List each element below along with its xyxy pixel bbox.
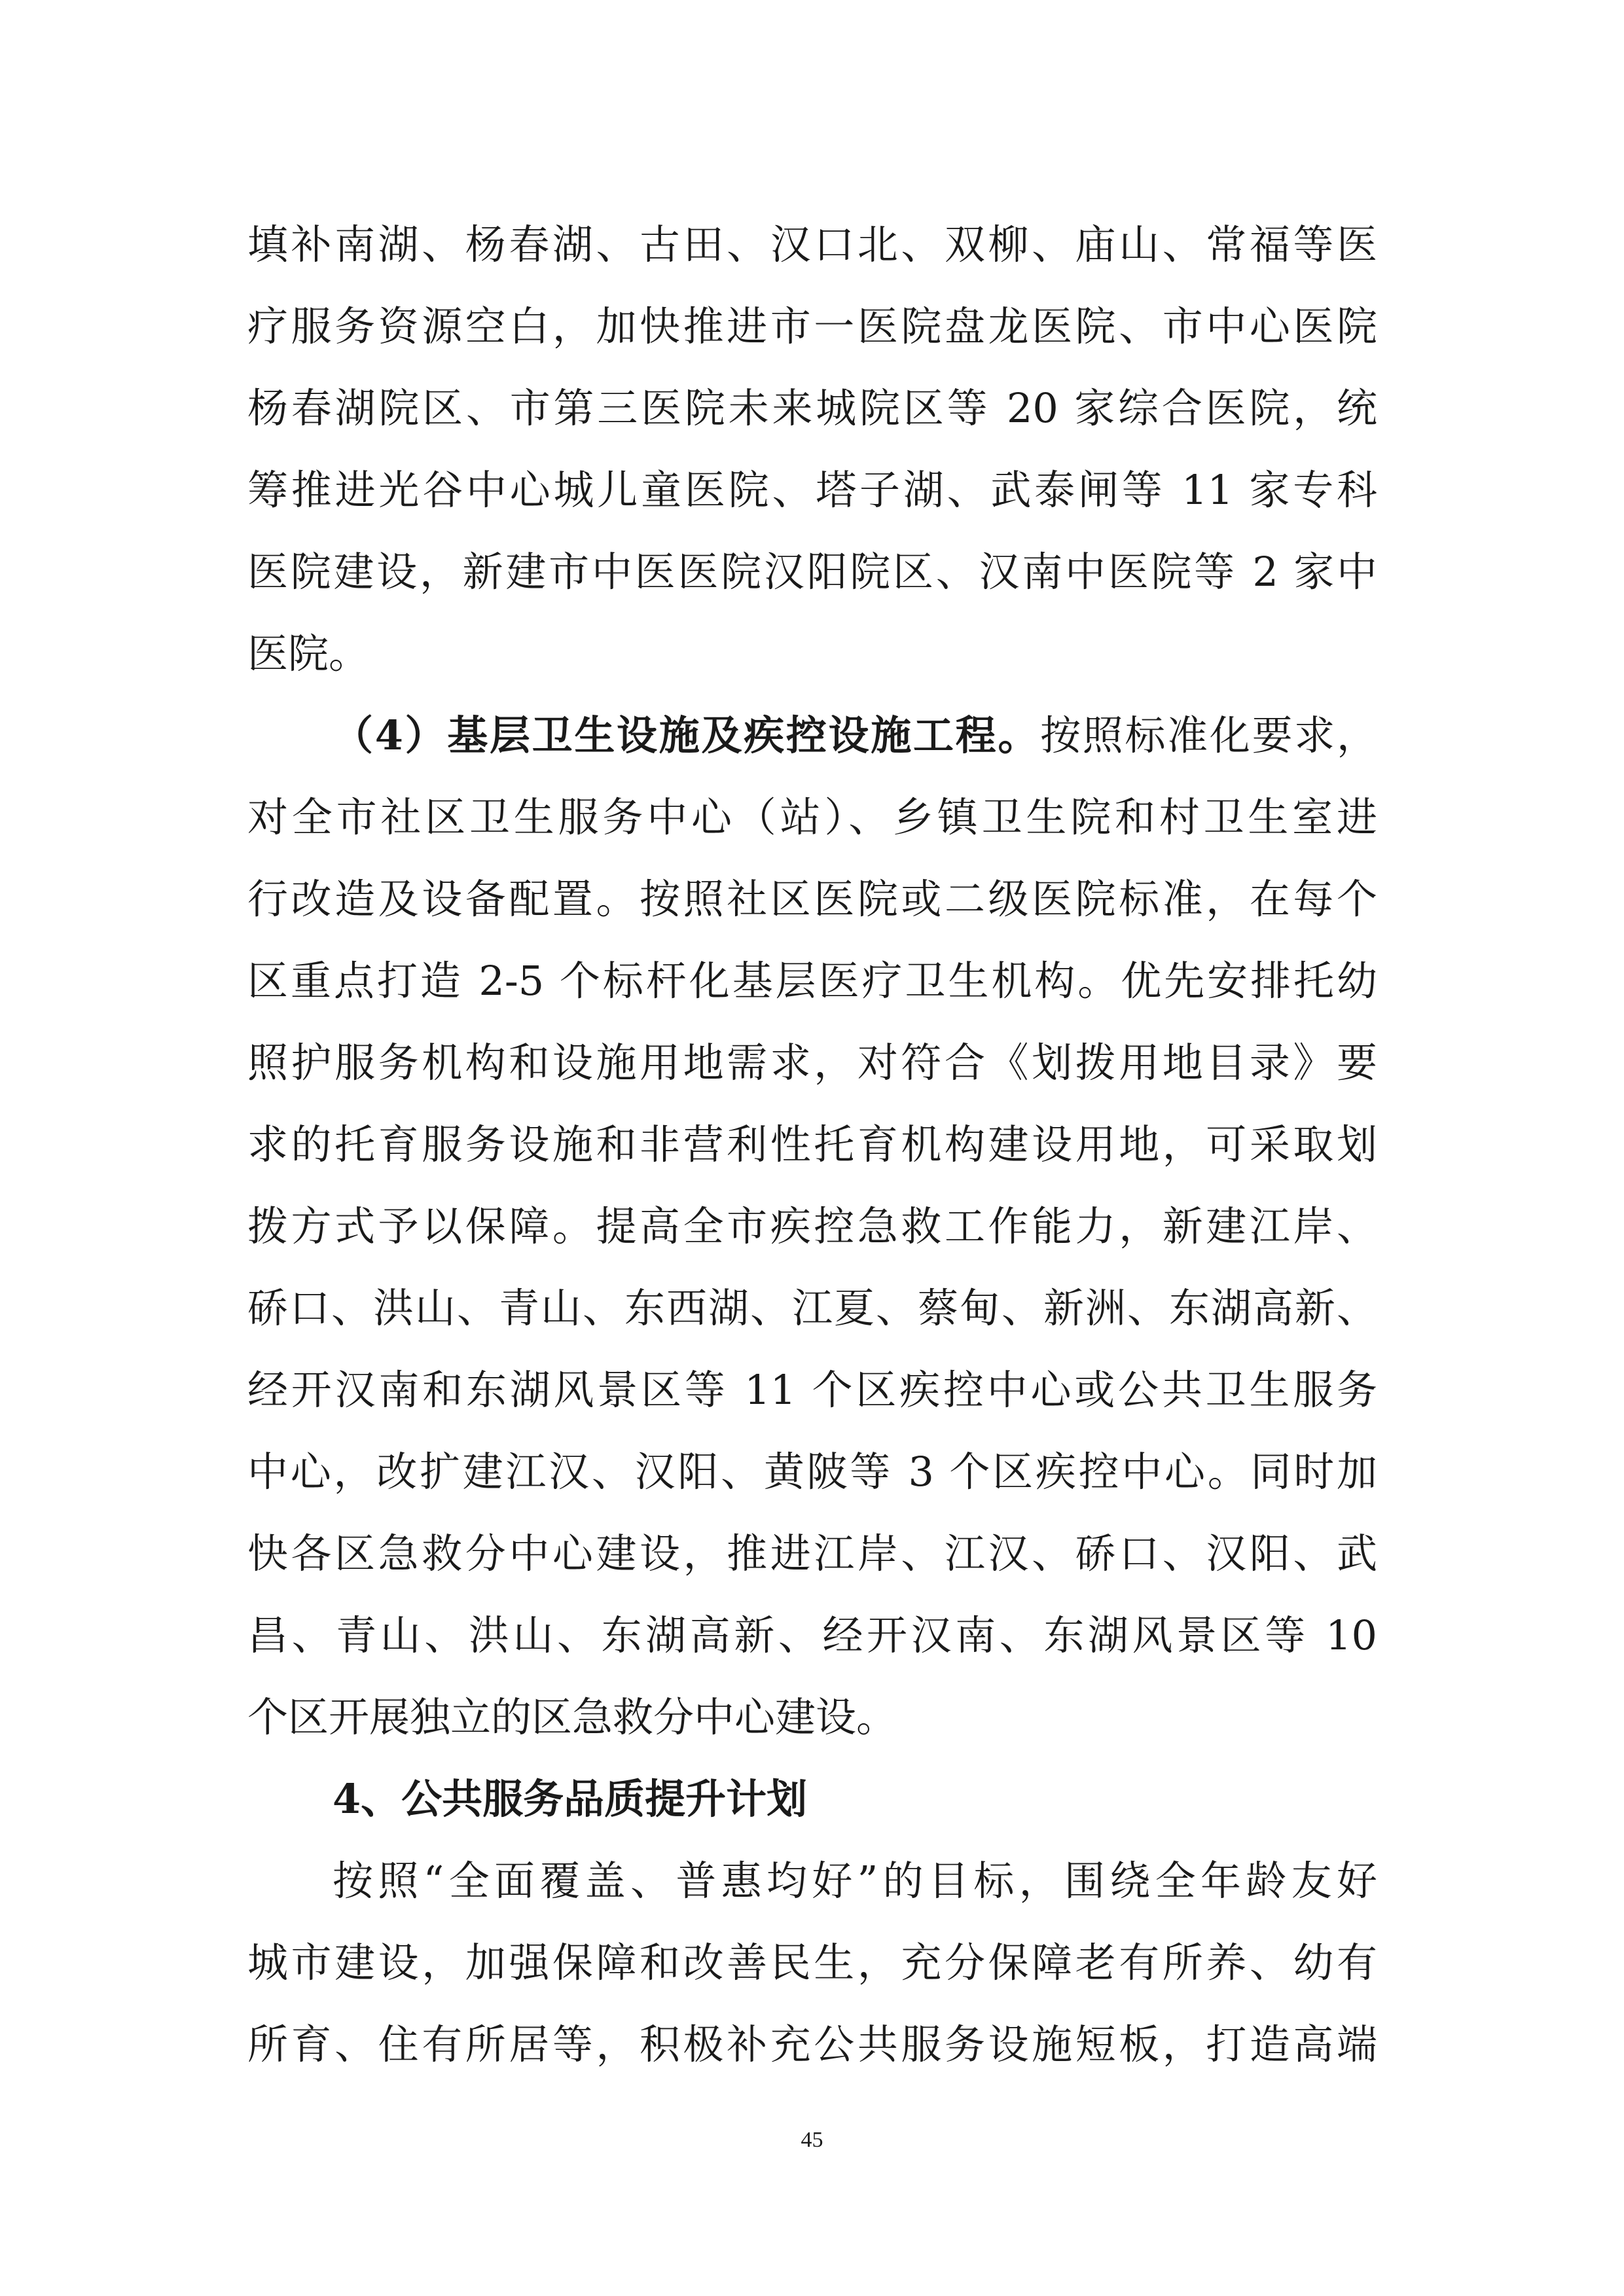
- paragraph-line: 区重点打造 2-5 个标杆化基层医疗卫生机构。优先安排托幼: [247, 957, 1377, 1005]
- paragraph-line: 对全市社区卫生服务中心（站）、乡镇卫生院和村卫生室进: [247, 793, 1377, 841]
- section-4-heading: （4）基层卫生设施及疾控设施工程。: [333, 711, 1041, 759]
- section-4-heading-rest: 按照标准化要求，: [1040, 711, 1377, 759]
- paragraph-line: 疗服务资源空白，加快推进市一医院盘龙医院、市中心医院: [247, 302, 1377, 350]
- paragraph-line: 城市建设，加强保障和改善民生，充分保障老有所养、幼有: [247, 1939, 1377, 1986]
- paragraph-line: 硚口、洪山、青山、东西湖、江夏、蔡甸、新洲、东湖高新、: [247, 1284, 1377, 1332]
- paragraph-line: 医院。: [247, 630, 370, 677]
- section-4-first-line: [333, 709, 1377, 762]
- paragraph-line: 填补南湖、杨春湖、古田、汉口北、双柳、庙山、常福等医: [247, 221, 1377, 268]
- paragraph-line: 昌、青山、洪山、东湖高新、经开汉南、东湖风景区等 10: [247, 1611, 1377, 1659]
- paragraph-line: 拨方式予以保障。提高全市疾控急救工作能力，新建江岸、: [247, 1202, 1377, 1250]
- paragraph-line: 求的托育服务设施和非营利性托育机构建设用地，可采取划: [247, 1121, 1377, 1168]
- section-heading: 4、公共服务品质提升计划: [333, 1775, 808, 1823]
- paragraph-line: 所育、住有所居等，积极补充公共服务设施短板，打造高端: [247, 2020, 1377, 2068]
- paragraph-line: 中心，改扩建江汉、汉阳、黄陂等 3 个区疾控中心。同时加: [247, 1448, 1377, 1496]
- paragraph-line: 照护服务机构和设施用地需求，对符合《划拨用地目录》要: [247, 1039, 1377, 1086]
- paragraph-line: 快各区急救分中心建设，推进江岸、江汉、硚口、汉阳、武: [247, 1530, 1377, 1577]
- paragraph-line: 经开汉南和东湖风景区等 11 个区疾控中心或公共卫生服务: [247, 1366, 1377, 1414]
- paragraph-line: 按照“全面覆盖、普惠均好”的目标，围绕全年龄友好: [333, 1857, 1377, 1905]
- paragraph-line: 行改造及设备配置。按照社区医院或二级医院标准，在每个: [247, 875, 1377, 923]
- paragraph-line: 个区开展独立的区急救分中心建设。: [247, 1693, 897, 1741]
- paragraph-line: 医院建设，新建市中医医院汉阳院区、汉南中医院等 2 家中: [247, 548, 1377, 596]
- page-number: 45: [801, 2128, 823, 2152]
- paragraph-line: 筹推进光谷中心城儿童医院、塔子湖、武泰闸等 11 家专科: [247, 466, 1377, 514]
- paragraph-line: 杨春湖院区、市第三医院未来城院区等 20 家综合医院，统: [247, 384, 1377, 432]
